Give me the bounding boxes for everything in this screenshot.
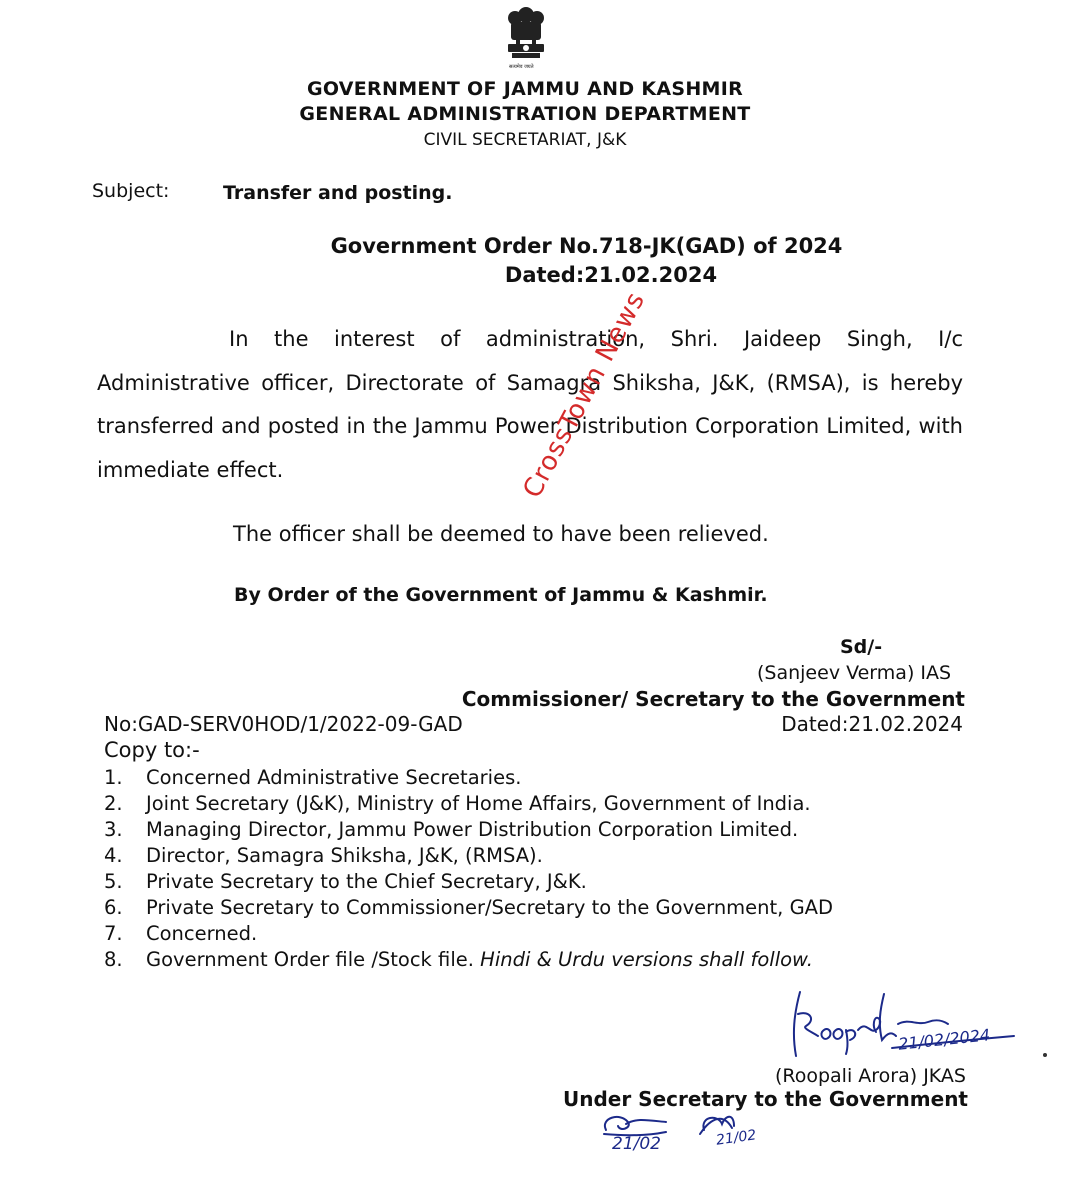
header-department: GENERAL ADMINISTRATION DEPARTMENT xyxy=(299,103,751,125)
file-date: Dated:21.02.2024 xyxy=(781,712,963,736)
header-secretariat: CIVIL SECRETARIAT, J&K xyxy=(423,130,627,150)
ink-dot xyxy=(1043,1053,1047,1057)
subject-text: Transfer and posting. xyxy=(223,182,453,204)
list-item: 5. Private Secretary to the Chief Secretary, J&K. xyxy=(104,870,587,893)
signatory-title: Commissioner/ Secretary to the Government xyxy=(461,687,965,711)
list-item: 7. Concerned. xyxy=(104,922,258,945)
list-item: 8. Government Order file /Stock file. Hindi & Urdu versions shall follow. xyxy=(104,948,813,971)
initials-date-1: 21/02 xyxy=(612,1134,661,1154)
order-number: Government Order No.718-JK(GAD) of 2024 xyxy=(330,234,843,258)
under-secretary-name: (Roopali Arora) JKAS xyxy=(774,1065,966,1087)
copy-to-heading: Copy to:- xyxy=(104,738,200,762)
relieved-line: The officer shall be deemed to have been relieved. xyxy=(233,522,769,546)
signatory-name: (Sanjeev Verma) IAS xyxy=(757,662,952,684)
initials-date-2: 21/02 xyxy=(715,1127,758,1149)
list-item: 1. Concerned Administrative Secretaries. xyxy=(104,766,522,789)
order-paragraph: In the interest of administration, Shri. Jaideep Singh, I/c Administrative officer, Directorate of Samagra Shiksha, J&K, (RMSA), is hereby transferred and posted in the Jammu Power Distribution Corporation Limited, with immediate effect. xyxy=(97,327,963,482)
list-item: 4. Director, Samagra Shiksha, J&K, (RMSA). xyxy=(104,844,543,867)
file-number: No:GAD-SERV0HOD/1/2022-09-GAD xyxy=(104,712,463,736)
copy-list xyxy=(104,765,833,973)
watermark-text: CrossTown News xyxy=(517,286,652,504)
signed-mark: Sd/- xyxy=(840,636,883,658)
by-order-line: By Order of the Government of Jammu & Kashmir. xyxy=(234,584,768,606)
signature-date: 21/02/2024 xyxy=(897,1025,991,1054)
under-secretary-title: Under Secretary to the Government xyxy=(562,1087,968,1111)
list-item: 3. Managing Director, Jammu Power Distribution Corporation Limited. xyxy=(104,818,799,841)
subject-label: Subject: xyxy=(92,180,170,202)
header-government: GOVERNMENT OF JAMMU AND KASHMIR xyxy=(306,78,744,100)
order-date: Dated:21.02.2024 xyxy=(504,263,718,287)
list-item: 2. Joint Secretary (J&K), Ministry of Home Affairs, Government of India. xyxy=(104,792,811,815)
list-item: 6. Private Secretary to Commissioner/Secretary to the Government, GAD xyxy=(104,896,834,919)
emblem-caption: सत्यमेव जयते xyxy=(509,64,534,70)
